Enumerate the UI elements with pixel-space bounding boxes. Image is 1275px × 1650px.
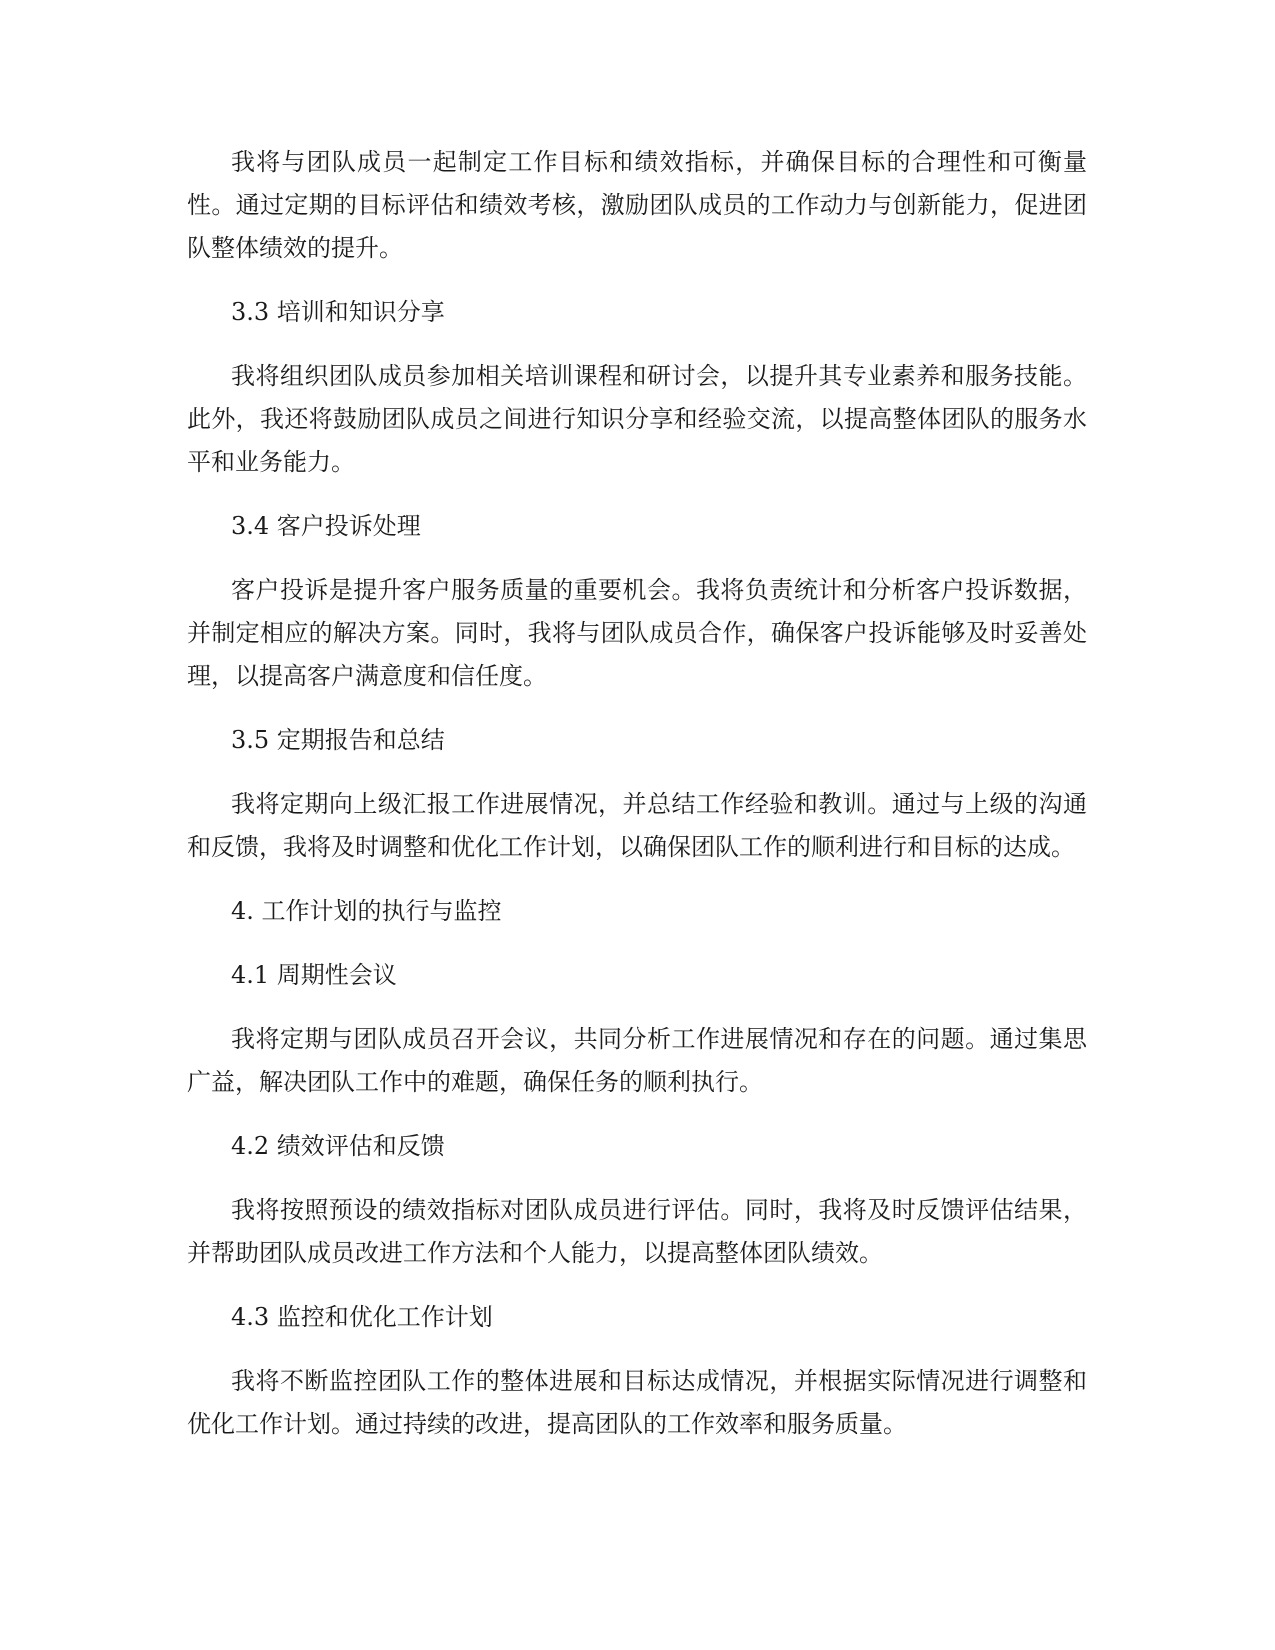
paragraph-4-1-body: 我将定期与团队成员召开会议，共同分析工作进展情况和存在的问题。通过集思广益，解决团队工作中的难题，确保任务的顺利执行。 — [187, 1025, 1087, 1096]
heading-3-3: 3.3 培训和知识分享 — [231, 298, 445, 326]
heading-3-5: 3.5 定期报告和总结 — [231, 726, 445, 754]
heading-4-1: 4.1 周期性会议 — [231, 961, 397, 989]
heading-3-4: 3.4 客户投诉处理 — [231, 512, 421, 540]
heading-4-3: 4.3 监控和优化工作计划 — [231, 1303, 493, 1331]
paragraph-3-4-body: 客户投诉是提升客户服务质量的重要机会。我将负责统计和分析客户投诉数据，并制定相应的解决方案。同时，我将与团队成员合作，确保客户投诉能够及时妥善处理，以提高客户满意度和信任度。 — [187, 576, 1087, 690]
paragraph-3-5-body: 我将定期向上级汇报工作进展情况，并总结工作经验和教训。通过与上级的沟通和反馈，我将及时调整和优化工作计划，以确保团队工作的顺利进行和目标的达成。 — [187, 790, 1087, 861]
heading-4-2: 4.2 绩效评估和反馈 — [231, 1132, 445, 1160]
paragraph-3-3-body: 我将组织团队成员参加相关培训课程和研讨会，以提升其专业素养和服务技能。此外，我还将鼓励团队成员之间进行知识分享和经验交流，以提高整体团队的服务水平和业务能力。 — [187, 362, 1087, 476]
document-body — [187, 141, 1087, 1467]
paragraph-4-2-body: 我将按照预设的绩效指标对团队成员进行评估。同时，我将及时反馈评估结果，并帮助团队成员改进工作方法和个人能力，以提高整体团队绩效。 — [187, 1196, 1087, 1267]
paragraph-4-3-body: 我将不断监控团队工作的整体进展和目标达成情况，并根据实际情况进行调整和优化工作计划。通过持续的改进，提高团队的工作效率和服务质量。 — [187, 1367, 1087, 1438]
paragraph-3-2-body: 我将与团队成员一起制定工作目标和绩效指标，并确保目标的合理性和可衡量性。通过定期的目标评估和绩效考核，激励团队成员的工作动力与创新能力，促进团队整体绩效的提升。 — [187, 148, 1087, 262]
heading-4: 4. 工作计划的执行与监控 — [231, 897, 502, 925]
